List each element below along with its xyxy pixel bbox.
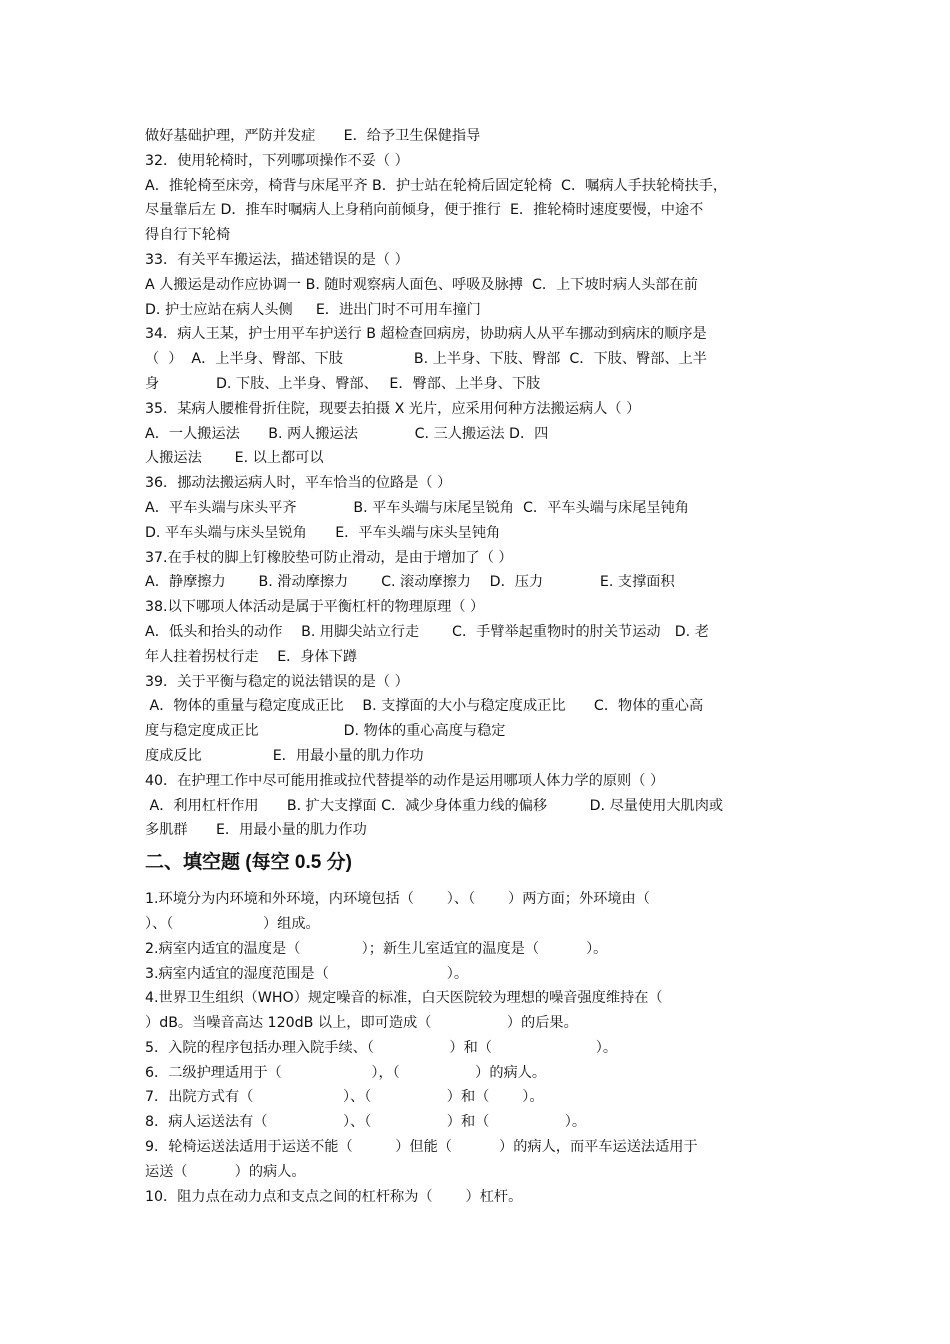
question-line: 做好基础护理，严防并发症 E．给予卫生保健指导: [145, 128, 481, 144]
fill-line: 8．病人运送法有（ ）、（ ）和（ ）。: [145, 1114, 587, 1131]
question-line: （ ） A．上半身、臀部、下肢 B. 上半身、下肢、臀部 C．下肢、臀部、上半: [145, 351, 707, 368]
question-line: 34．病人王某，护士用平车护送行 B 超检查回病房，协助病人从平车挪动到病床的顺序是: [145, 326, 707, 343]
question-line: A．一人搬运法 B. 两人搬运法 C. 三人搬运法 D．四: [145, 425, 549, 442]
question-line: 40．在护理工作中尽可能用推或拉代替提举的动作是运用哪项人体力学的原则（ ）: [145, 772, 665, 789]
question-line: 36．挪动法搬运病人时，平车恰当的位路是（ ）: [145, 475, 452, 492]
fill-line: 6．二级护理适用于（ ），（ ）的病人。: [145, 1064, 547, 1081]
fill-line: 2.病室内适宜的温度是（ ）；新生儿室适宜的温度是（ ）。: [145, 940, 608, 957]
fill-line: 3.病室内适宜的湿度范围是（ ）。: [145, 965, 469, 982]
question-line: 33．有关平车搬运法，描述错误的是（ ）: [145, 251, 409, 268]
question-line: A．利用杠杆作用 B. 扩大支撑面 C．减少身体重力线的偏移 D. 尽量使用大肌肉或: [145, 797, 724, 814]
multiple-choice-section: [145, 124, 813, 843]
question-line: 32．使用轮椅时，下列哪项操作不妥（ ）: [145, 152, 409, 169]
question-line: 度与稳定度成正比 D. 物体的重心高度与稳定: [145, 723, 506, 740]
fill-line: 7．出院方式有（ ）、（ ）和（ ）。: [145, 1089, 544, 1106]
question-line: 得自行下轮椅: [145, 227, 231, 244]
fill-line: 4.世界卫生组织（WHO）规定噪音的标准，白天医院较为理想的噪音强度维持在（: [145, 990, 663, 1007]
question-line: D. 平车头端与床头呈锐角 E．平车头端与床头呈钝角: [145, 524, 501, 541]
question-line: D. 护士应站在病人头侧 E．进出门时不可用车撞门: [145, 301, 481, 318]
fill-line: ）dB。当噪音高达 120dB 以上，即可造成（ ）的后果。: [145, 1015, 578, 1032]
question-line: A．低头和抬头的动作 B. 用脚尖站立行走 C．手臂举起重物时的肘关节运动 D. 老: [145, 623, 709, 640]
fill-line: 运送（ ）的病人。: [145, 1163, 306, 1180]
question-line: 年人拄着拐杖行走 E．身体下蹲: [145, 648, 358, 665]
question-line: A 人搬运是动作应协调一 B. 随时观察病人面色、呼吸及脉搏 C．上下坡时病人头部在前: [145, 276, 698, 293]
fill-line: ）、（ ）组成。: [145, 915, 320, 932]
fill-in-section: [145, 887, 813, 1209]
fill-line: 5．入院的程序包括办理入院手续、（ ）和（ ）。: [145, 1039, 618, 1056]
question-line: 38.以下哪项人体活动是属于平衡杠杆的物理原理（ ）: [145, 599, 485, 616]
question-line: 身 D. 下肢、上半身、臀部、 E．臀部、上半身、下肢: [145, 375, 541, 392]
section-heading: 二、填空题 (每空 0.5 分): [145, 852, 352, 874]
question-line: 35．某病人腰椎骨折住院，现要去拍摄 X 光片，应采用何种方法搬运病人（ ）: [145, 400, 641, 417]
question-line: 度成反比 E．用最小量的肌力作功: [145, 747, 424, 764]
question-line: A．平车头端与床头平齐 B. 平车头端与床尾呈锐角 C．平车头端与床尾呈钝角: [145, 499, 689, 516]
question-line: 多肌群 E．用最小量的肌力作功: [145, 822, 367, 839]
question-line: 39．关于平衡与稳定的说法错误的是（ ）: [145, 673, 409, 690]
question-line: A．物体的重量与稳定度成正比 B. 支撑面的大小与稳定度成正比 C．物体的重心高: [145, 698, 704, 715]
fill-line: 1.环境分为内环境和外环境，内环境包括（ ）、（ ）两方面；外环境由（: [145, 891, 650, 908]
question-line: A．静摩擦力 B. 滑动摩擦力 C. 滚动摩擦力 D．压力 E. 支撑面积: [145, 574, 675, 591]
question-line: 尽量靠后左 D．推车时嘱病人上身稍向前倾身，便于推行 E．推轮椅时速度要慢，中途不: [145, 202, 704, 219]
question-line: A．推轮椅至床旁，椅背与床尾平齐 B．护士站在轮椅后固定轮椅 C．嘱病人手扶轮椅扶手，: [145, 177, 728, 194]
question-line: 37.在手杖的脚上钉橡胶垫可防止滑动，是由于增加了（ ）: [145, 549, 513, 566]
fill-line: 10．阻力点在动力点和支点之间的杠杆称为（ ）杠杆。: [145, 1188, 523, 1205]
question-line: 人搬运法 E. 以上都可以: [145, 450, 324, 467]
fill-line: 9．轮椅运送法适用于运送不能（ ）但能（ ）的病人，而平车运送法适用于: [145, 1139, 698, 1156]
page-content: [145, 124, 813, 1209]
